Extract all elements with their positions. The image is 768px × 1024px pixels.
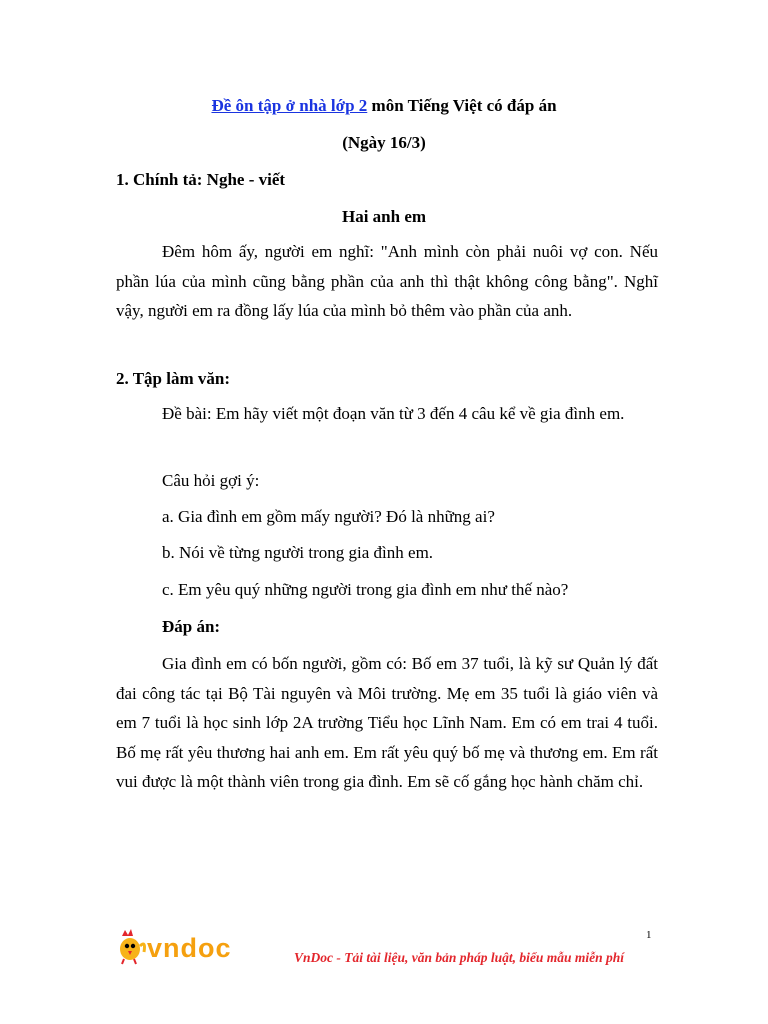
hint-item-c: c. Em yêu quý những người trong gia đình em như thế nào?	[162, 580, 569, 599]
hint-label: Câu hỏi gợi ý:	[162, 471, 260, 490]
document-title	[0, 96, 768, 116]
title-link[interactable]: Đề ôn tập ở nhà lớp 2	[211, 96, 368, 115]
section1-heading: 1. Chính tả: Nghe - viết	[116, 170, 286, 189]
title-rest: môn Tiếng Việt có đáp án	[367, 96, 557, 115]
section2-heading: 2. Tập làm văn:	[116, 369, 230, 388]
hint-item-a: a. Gia đình em gồm mấy người? Đó là những ai?	[162, 507, 495, 526]
dictation-paragraph: Đêm hôm ấy, người em nghĩ: "Anh mình còn phải nuôi vợ con. Nếu phần lúa của mình cũng bằng phần của anh thì thật không công bằng". Nghĩ vậy, người em ra đồng lấy lúa của mình bỏ thêm vào phần của anh.	[116, 242, 658, 320]
vndoc-logo[interactable]	[116, 926, 261, 966]
footer-tagline[interactable]: VnDoc - Tải tài liệu, văn bản pháp luật, biểu mẫu miễn phí	[294, 950, 625, 965]
essay-prompt: Đề bài: Em hãy viết một đoạn văn từ 3 đến 4 câu kể về gia đình em.	[162, 404, 625, 423]
answer-paragraph: Gia đình em có bốn người, gồm có: Bố em 37 tuổi, là kỹ sư Quản lý đất đai công tác tại Bộ Tài nguyên và Môi trường. Mẹ em 35 tuổi là giáo viên và em 7 tuổi là học sinh lớp 2A trường Tiểu học Lĩnh Nam. Em có em trai 4 tuổi. Bố mẹ rất yêu thương hai anh em. Em rất yêu quý bố mẹ và thương em. Em rất vui được là một thành viên trong gia đình. Em sẽ cố gắng học hành chăm chỉ.	[116, 654, 658, 791]
document-date: (Ngày 16/3)	[342, 133, 426, 152]
chick-mascot-icon	[120, 929, 145, 964]
dictation-title: Hai anh em	[341, 207, 427, 226]
logo-text: vndoc	[147, 933, 232, 963]
answer-label: Đáp án:	[162, 617, 221, 636]
page-number: 1	[646, 929, 652, 941]
hint-item-b: b. Nói về từng người trong gia đình em.	[162, 543, 434, 562]
